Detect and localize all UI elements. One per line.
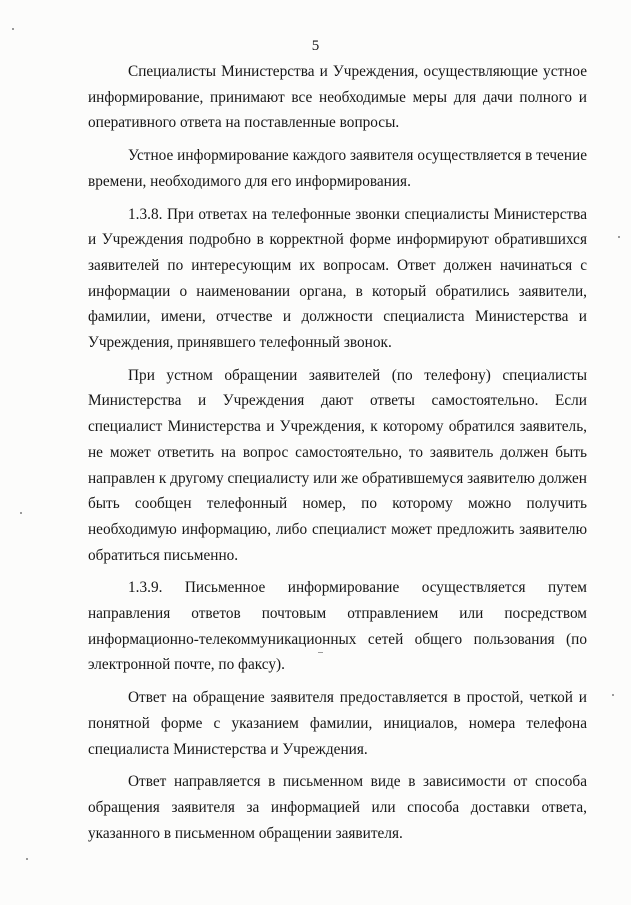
paragraph-2: Устное информирование каждого заявителя осуществляется в течение времени, необходимого для его информирования. (88, 147, 587, 190)
scan-speck (318, 652, 323, 653)
paragraph-7: Ответ направляется в письменном виде в зависимости от способа обращения заявителя за информацией или способа доставки ответа, указанного в письменном обращении заявителя. (88, 773, 587, 842)
paragraph-5: 1.3.9. Письменное информирование осуществляется путем направления ответов почтовым отправлением или посредством информационно-телекоммуникационных сетей общего пользования (по электронной почте, по факсу). (88, 579, 587, 674)
scan-speck (12, 28, 14, 30)
scan-speck (618, 236, 620, 238)
body-text (88, 59, 587, 853)
scan-speck (20, 512, 22, 514)
scan-speck (26, 858, 28, 860)
paragraph-1: Специалисты Министерства и Учреждения, осуществляющие устное информирование, принимают все необходимые меры для дачи полного и оперативного ответа на поставленные вопросы. (88, 63, 587, 132)
paragraph-6: Ответ на обращение заявителя предоставляется в простой, четкой и понятной форме с указанием фамилии, инициалов, номера телефона специалиста Министерства и Учреждения. (88, 689, 587, 758)
page-number: 5 (311, 38, 320, 54)
scan-speck (612, 694, 614, 696)
paragraph-3: 1.3.8. При ответах на телефонные звонки специалисты Министерства и Учреждения подробно в корректной форме информируют обратившихся заявителей по интересующим их вопросам. Ответ должен начинаться с информации о наименовании органа, в который обратились заявители, фамилии, имени, отчестве и должности специалиста Министерства и Учреждения, принявшего телефонный звонок. (88, 205, 587, 352)
paragraph-4: При устном обращении заявителей (по телефону) специалисты Министерства и Учреждения дают ответы самостоятельно. Если специалист Министерства и Учреждения, к которому обратился заявитель, не может ответить на вопрос самостоятельно, то заявитель должен быть направлен к другому специалисту или же обратившемуся заявителю должен быть сообщен телефонный номер, по которому можно получить необходимую информацию, либо специалист может предложить заявителю обратиться письменно. (88, 366, 587, 564)
